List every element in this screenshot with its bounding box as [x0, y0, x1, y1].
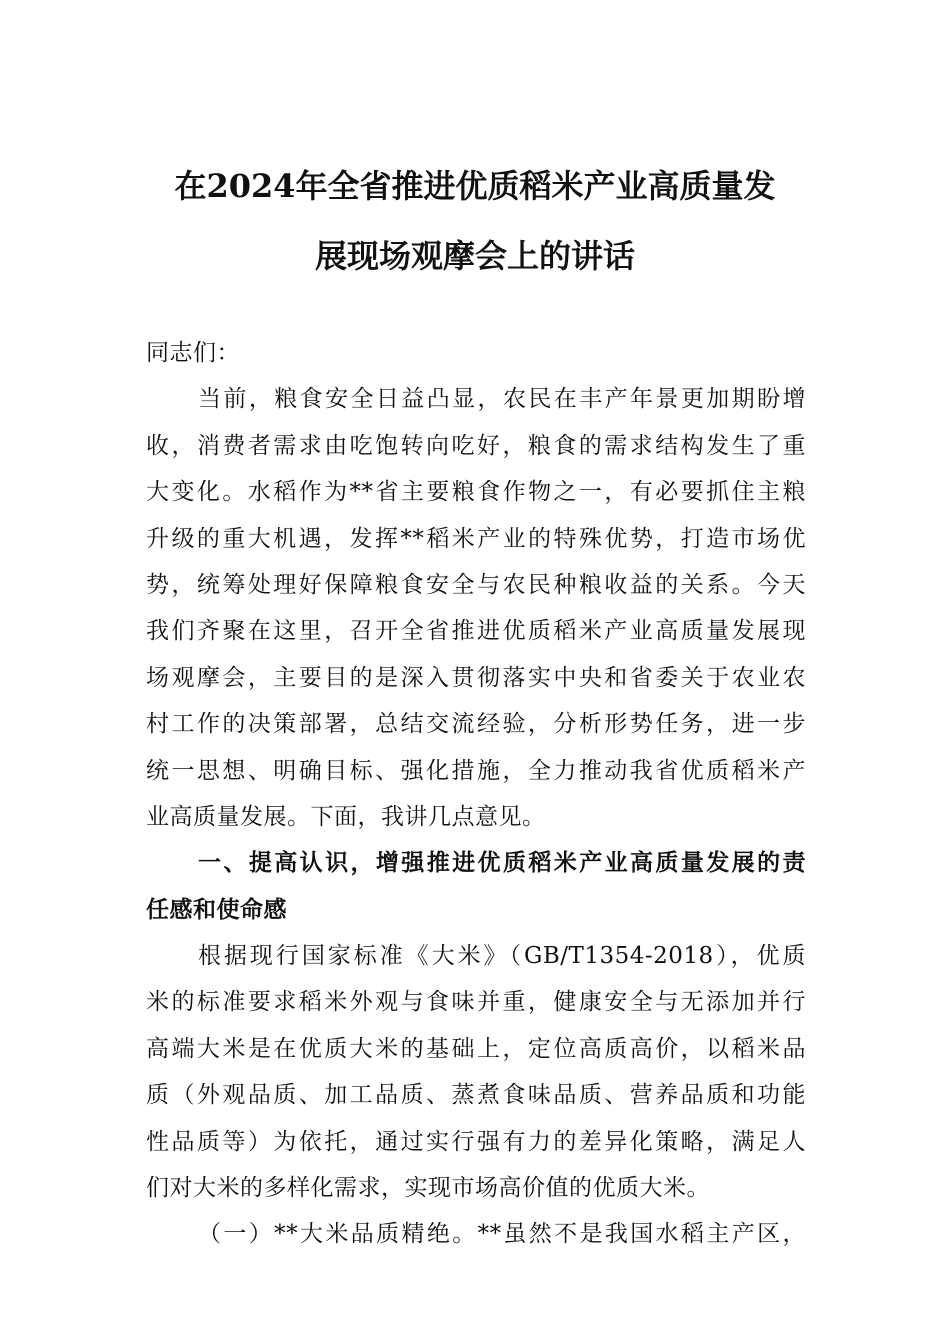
- paragraph-line: 势，统筹处理好保障粮食安全与农民种粮收益的关系。今天: [146, 571, 806, 598]
- document-body: [146, 330, 806, 1258]
- paragraph-line: 当前，粮食安全日益凸显，农民在丰产年景更加期盼增: [198, 386, 806, 413]
- paragraph-line: 收，消费者需求由吃饱转向吃好，粮食的需求结构发生了重: [146, 432, 806, 459]
- paragraph-line: 们对大米的多样化需求，实现市场高价值的优质大米。: [146, 1175, 710, 1202]
- paragraph-line: 业高质量发展。下面，我讲几点意见。: [146, 803, 546, 830]
- paragraph-line: 根据现行国家标准《大米》（GB/T1354-2018），优质: [198, 943, 806, 970]
- paragraph-line: 高端大米是在优质大米的基础上，定位高质高价，以稻米品: [146, 1035, 806, 1062]
- paragraph-line: 性品质等）为依托，通过实行强有力的差异化策略，满足人: [146, 1128, 806, 1155]
- salutation: 同志们：: [146, 340, 240, 366]
- paragraph-line: 大变化。水稻作为**省主要粮食作物之一，有必要抓住主粮: [146, 479, 806, 506]
- paragraph-line: 场观摩会，主要目的是深入贯彻落实中央和省委关于农业农: [146, 664, 806, 691]
- document-title-line-1: 在2024年全省推进优质稻米产业高质量发: [174, 167, 776, 205]
- section-heading: 任感和使命感: [146, 895, 287, 923]
- paragraph-line: 米的标准要求稻米外观与食味并重，健康安全与无添加并行: [146, 989, 806, 1016]
- paragraph-line: 村工作的决策部署，总结交流经验，分析形势任务，进一步: [146, 711, 806, 738]
- document-title-line-2: 展现场观摩会上的讲话: [314, 237, 635, 275]
- paragraph-line: 我们齐聚在这里，召开全省推进优质稻米产业高质量发展现: [146, 618, 806, 645]
- paragraph-line: 统一思想、明确目标、强化措施，全力推动我省优质稻米产: [146, 757, 806, 784]
- paragraph-line: 质（外观品质、加工品质、蒸煮食味品质、营养品质和功能: [146, 1082, 806, 1109]
- subsection-line: （一）**大米品质精绝。**虽然不是我国水稻主产区，: [198, 1221, 806, 1248]
- paragraph-line: 升级的重大机遇，发挥**稻米产业的特殊优势，打造市场优: [146, 525, 806, 552]
- section-heading: 一、提高认识，增强推进优质稻米产业高质量发展的责: [198, 849, 806, 877]
